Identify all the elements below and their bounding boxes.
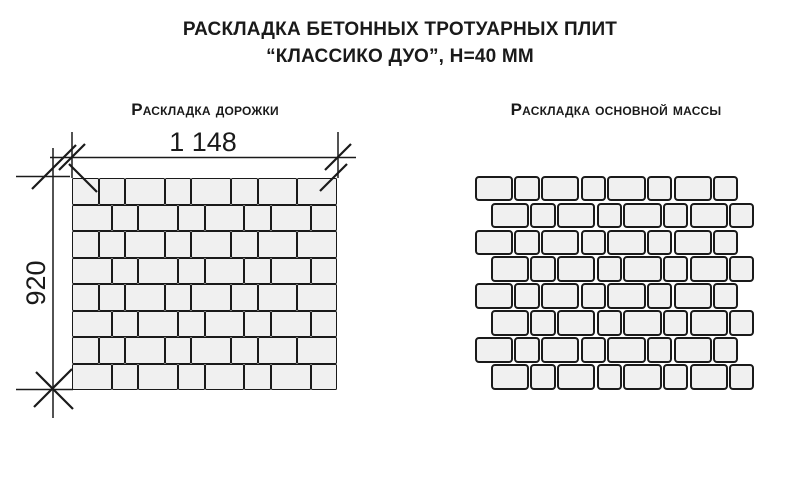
square-paving-tile [713,230,738,256]
rect-paving-tile [623,310,661,336]
square-paving-tile [647,176,672,202]
rect-paving-tile [690,203,728,229]
rect-paving-tile [690,310,728,336]
rect-paving-tile [557,256,595,282]
square-paving-tile [663,203,688,229]
rect-paving-tile [674,230,712,256]
square-paving-tile [729,364,754,390]
square-paving-tile [514,176,539,202]
rect-paving-tile [541,337,579,363]
square-paving-tile [514,230,539,256]
square-paving-tile [647,283,672,309]
square-paving-tile [663,310,688,336]
square-paving-tile [729,256,754,282]
rect-paving-tile [475,176,513,202]
rect-paving-tile [491,256,529,282]
square-paving-tile [729,310,754,336]
rect-paving-tile [541,283,579,309]
width-dimension-value: 1 148 [169,127,237,157]
square-paving-tile [581,176,606,202]
rect-paving-tile [541,230,579,256]
rect-paving-tile [690,256,728,282]
rect-paving-tile [607,283,645,309]
square-paving-tile [713,176,738,202]
square-paving-tile [530,256,555,282]
page-title-line1: РАСКЛАДКА БЕТОННЫХ ТРОТУАРНЫХ ПЛИТ [182,19,618,40]
height-dimension-value: 920 [21,260,51,306]
square-paving-tile [597,310,622,336]
square-paving-tile [713,337,738,363]
rect-paving-tile [491,364,529,390]
rect-paving-tile [541,176,579,202]
square-paving-tile [663,256,688,282]
square-paving-tile [514,337,539,363]
rect-paving-tile [557,364,595,390]
rect-paving-tile [690,364,728,390]
rect-paving-tile [623,256,661,282]
rect-paving-tile [475,337,513,363]
square-paving-tile [530,310,555,336]
path-layout-label: Раскладка дорожки [131,100,279,119]
rect-paving-tile [607,230,645,256]
square-paving-tile [581,337,606,363]
square-paving-tile [597,364,622,390]
rect-paving-tile [607,176,645,202]
rect-paving-tile [623,364,661,390]
square-paving-tile [647,230,672,256]
rect-paving-tile [557,310,595,336]
square-paving-tile [597,203,622,229]
square-paving-tile [647,337,672,363]
square-paving-tile [530,203,555,229]
field-layout-label: Раскладка основной массы [510,100,722,119]
square-paving-tile [581,283,606,309]
rect-paving-tile [491,203,529,229]
square-paving-tile [663,364,688,390]
square-paving-tile [530,364,555,390]
square-paving-tile [581,230,606,256]
rect-paving-tile [475,230,513,256]
rect-paving-tile [674,176,712,202]
rect-paving-tile [491,310,529,336]
rect-paving-tile [674,337,712,363]
square-paving-tile [713,283,738,309]
square-paving-tile [729,203,754,229]
square-paving-tile [597,256,622,282]
rect-paving-tile [475,283,513,309]
square-paving-tile [514,283,539,309]
rect-paving-tile [674,283,712,309]
rect-paving-tile [623,203,661,229]
rect-paving-tile [607,337,645,363]
page-title-line2: “КЛАССИКО ДУО”, Н=40 ММ [266,46,534,67]
rect-paving-tile [557,203,595,229]
